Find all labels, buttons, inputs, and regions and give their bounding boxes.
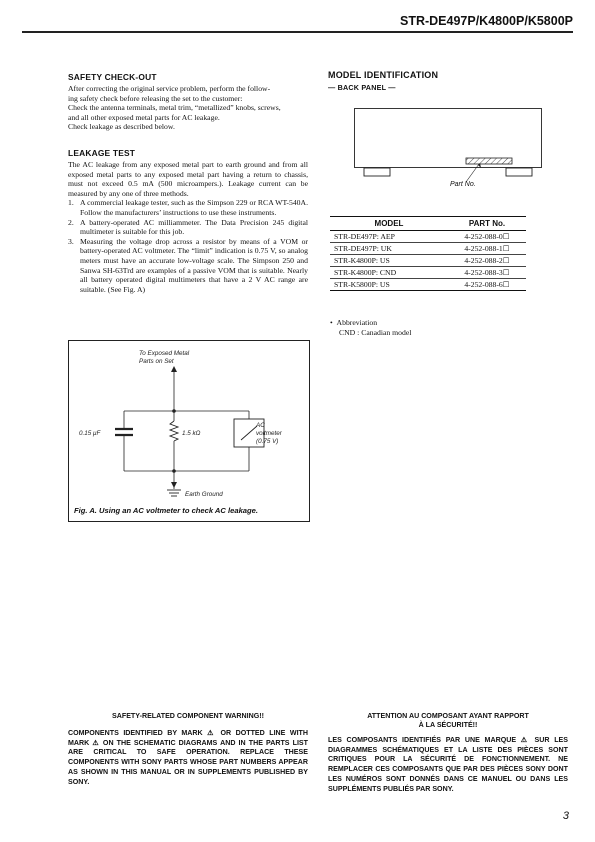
list-number: 3. xyxy=(68,236,74,246)
back-panel-illustration xyxy=(354,108,542,194)
leakage-circuit-diagram xyxy=(69,341,309,521)
table-row xyxy=(330,231,526,243)
warning-en-body: COMPONENTS IDENTIFIED BY MARK ⚠ OR DOTTED LINE WITH MARK ⚠ ON THE SCHEMATIC DIAGRAMS AND IN THE PARTS LIST ARE CRITICAL TO SAFE OPERATION. REPLACE THESE COMPONENTS WITH SONY PARTS WHOSE PART NUMBERS APPEAR AS SHOWN IN THIS MANUAL OR IN SUPPLEMENTS PUBLISHED BY SONY. xyxy=(68,729,308,786)
model-identification-section xyxy=(328,70,548,92)
safety-line: After correcting the original service problem, perform the follow- xyxy=(68,84,271,93)
warning-fr-heading-2: À LA SÉCURITÉ!! xyxy=(418,721,478,729)
cell-part-no: 4-252-088-3☐ xyxy=(448,267,526,279)
meter-label-1: AC xyxy=(256,422,265,429)
abbreviation-line: CND : Canadian model xyxy=(339,327,412,337)
cell-model: STR-DE497P: UK xyxy=(330,243,448,255)
safety-checkout-heading: SAFETY CHECK-OUT xyxy=(68,72,157,82)
leakage-test-section xyxy=(68,148,308,294)
table-row xyxy=(330,243,526,255)
figure-a xyxy=(68,340,310,522)
safety-warning-french xyxy=(328,712,568,794)
table-row xyxy=(330,279,526,291)
abbreviation-note xyxy=(330,318,411,337)
col-header-model: MODEL xyxy=(330,217,448,231)
part-no-label: Part No. xyxy=(450,181,476,188)
warning-fr-body: LES COMPOSANTS IDENTIFIÉS PAR UNE MARQUE ⚠ SUR LES DIAGRAMMES SCHÉMATIQUES ET LA LISTE DES PIÈCES SONT CRITIQUES POUR LA SÉCURITÉ DE FONCTIONNEMENT. NE REMPLACER CES COMPOSANTS QUE PAR DES PIÈCES SONY DONT LES NUMÉROS SONT DONNÉS DANS CE MANUEL OU DANS LES SUPPLÉMENTS PUBLIÉS PAR SONY. xyxy=(328,736,568,793)
safety-line: Check the antenna terminals, metal trim, “metallized” knobs, screws, xyxy=(68,103,281,113)
label-exposed-metal-1: To Exposed Metal xyxy=(139,350,190,357)
model-id-heading: MODEL IDENTIFICATION xyxy=(328,70,439,80)
list-item xyxy=(68,218,308,237)
list-number: 1. xyxy=(68,198,74,208)
back-panel-drawing xyxy=(354,108,542,194)
resistor-label: 1.5 kΩ xyxy=(182,430,201,437)
header-rule xyxy=(22,31,573,33)
safety-line: and all other exposed metal parts for AC leakage. xyxy=(68,112,220,122)
cell-part-no: 4-252-088-0☐ xyxy=(448,231,526,243)
ground-label: Earth Ground xyxy=(185,491,223,498)
warning-fr-heading-1: ATTENTION AU COMPOSANT AYANT RAPPORT xyxy=(367,712,529,720)
safety-line: Check leakage as described below. xyxy=(68,122,175,132)
back-panel-subheading: — BACK PANEL — xyxy=(328,83,396,92)
cell-model: STR-K4800P: US xyxy=(330,255,448,267)
list-item xyxy=(68,237,308,295)
warning-en-heading: SAFETY-RELATED COMPONENT WARNING!! xyxy=(112,712,264,720)
list-text: A battery-operated AC milliammeter. The Data Precision 245 digital multimeter is suitable for this job. xyxy=(80,217,308,237)
cell-part-no: 4-252-088-2☐ xyxy=(448,255,526,267)
col-header-part-no: PART No. xyxy=(448,217,526,231)
safety-line: ing safety check before releasing the set to the customer: xyxy=(68,93,243,103)
list-item xyxy=(68,198,308,217)
safety-warning-english xyxy=(68,712,308,787)
table-row xyxy=(330,267,526,279)
model-title: STR-DE497P/K4800P/K5800P xyxy=(399,14,573,28)
list-text: A commercial leakage tester, such as the Simpson 229 or RCA WT-540A. Follow the manufacturers’ instructions to use these instruments. xyxy=(80,198,308,217)
table-row xyxy=(330,255,526,267)
cell-model: STR-K5800P: US xyxy=(330,279,448,291)
capacitor-label: 0.15 μF xyxy=(79,430,101,437)
leakage-test-heading: LEAKAGE TEST xyxy=(68,148,136,158)
model-part-table xyxy=(330,216,526,291)
meter-label-2: voltmeter xyxy=(256,430,282,437)
cell-model: STR-K4800P: CND xyxy=(330,267,448,279)
cell-part-no: 4-252-088-1☐ xyxy=(448,243,526,255)
label-exposed-metal-2: Parts on Set xyxy=(139,358,174,365)
leakage-intro: The AC leakage from any exposed metal part to earth ground and from all exposed metal parts to any exposed metal part having a return to chassis, must not exceed 0.5 mA (500 microampers.). Leakage current can be measured by any one of three methods. xyxy=(68,160,308,198)
list-number: 2. xyxy=(68,217,74,227)
page-number: 3 xyxy=(562,810,569,822)
figure-caption: Fig. A. Using an AC voltmeter to check AC leakage. xyxy=(74,506,258,515)
abbreviation-title: Abbreviation xyxy=(336,318,378,327)
cell-model: STR-DE497P: AEP xyxy=(330,231,448,243)
list-text: Measuring the voltage drop across a resistor by means of a VOM or battery-operated AC voltmeter. The “limit” indication is 0.75 V, so analog meters must have an accurate low-voltage scale. The Simpson 250 and Sanwa SH-63Trd are examples of a passive VOM that is suitable. Nearly all battery operated digital multimeters that have a 2 V AC range are suitable. (See Fig. A) xyxy=(80,236,308,294)
bullet: • xyxy=(330,318,337,327)
meter-label-3: (0.75 V) xyxy=(256,438,279,445)
safety-checkout-section xyxy=(68,72,308,132)
cell-part-no: 4-252-088-6☐ xyxy=(448,279,526,291)
